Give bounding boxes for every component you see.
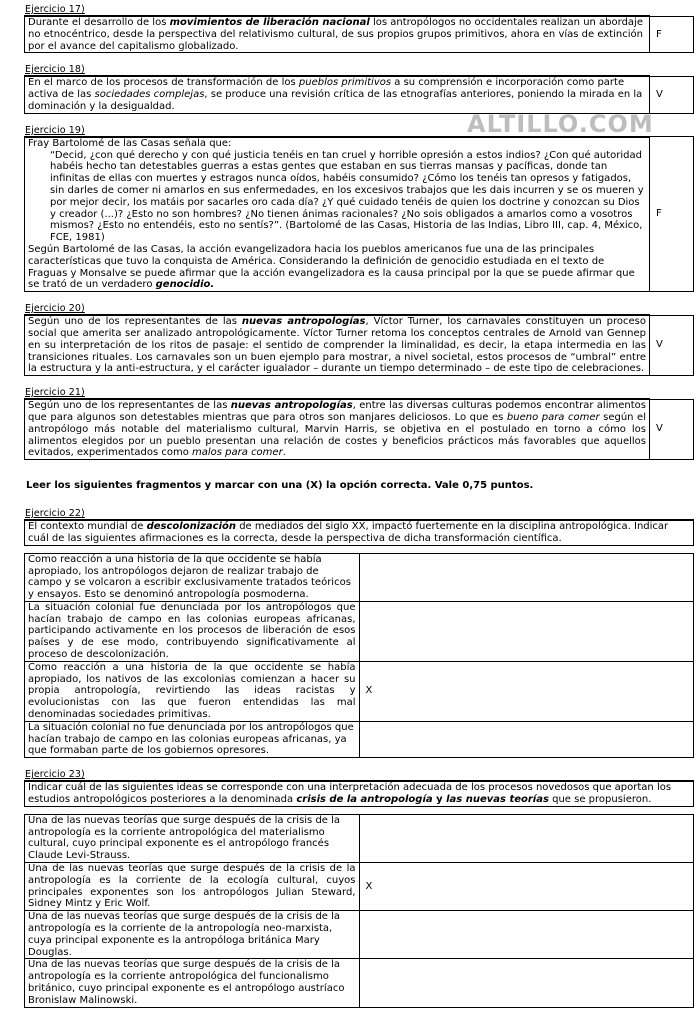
- statement-emphasis: movimientos de liberación nacional: [169, 17, 370, 28]
- statement-text: , Víctor Turner, los carnavales constituyen un proceso social que amerita ser analizado antropológicamente. Víctor Turner retoma los conceptos centrales de Arnold van Gennep en su interpretación de los ritos de pasaje: el sentido de comprender la liminalidad, es decir, la etapa intermedia en las transiciones rituales. Los carnavales son un buen ejemplo para mostrar, a nivel societal, estos procesos de “umbral” entre la estructura y la anti-estructura, y el carácter igualador – durante un tiempo determinado – de este tipo de celebraciones.: [28, 316, 646, 375]
- exercise-23: [24, 769, 694, 1007]
- answer-cell[interactable]: F: [650, 16, 694, 53]
- instruction-heading: Leer los siguientes fragmentos y marcar con una (X) la opción correcta. Vale 0,75 puntos.: [26, 480, 534, 492]
- exercise-20: [24, 303, 694, 376]
- exercise-statement: [25, 137, 650, 292]
- statement-emphasis: descolonización: [146, 521, 237, 533]
- option-mark[interactable]: [359, 814, 694, 862]
- exercise-table: [24, 398, 694, 460]
- option-text: Como reacción a una historia de la que occidente se había apropiado, los nativos de las excolonias comienzan a hacer su propia antropología, revirtiendo las ideas racistas y evolucionistas con las que fueron entendidas las mal denominadas sociedades primitivas.: [25, 661, 360, 721]
- exercise-table: [24, 75, 694, 113]
- statement-text: Durante el desarrollo de los: [28, 17, 170, 28]
- exercise-table: [24, 519, 694, 758]
- statement-text: a su comprensión e incorporación como parte activa de las: [28, 77, 625, 101]
- exercise-table: [24, 780, 694, 1007]
- exercise-18: [24, 64, 694, 113]
- option-mark[interactable]: X: [359, 863, 694, 911]
- spacer: [25, 545, 694, 553]
- statement-emphasis: genocidio.: [155, 279, 215, 291]
- exercise-21: [24, 387, 694, 460]
- option-text: Una de las nuevas teorías que surge después de la crisis de la antropología es la corriente de la antropología neo-marxista, cuya principal exponente es la antropóloga británica Mary Douglas.: [25, 911, 360, 959]
- option-mark[interactable]: X: [359, 661, 694, 721]
- statement-emphasis: nuevas antropologías: [241, 316, 366, 328]
- quote-block: “Decid, ¿con qué derecho y con qué justicia tenéis en tan cruel y horrible opresión a estos indios? ¿Con qué autoridad habéis hecho tan detestables guerras a estas gentes que estaban en sus tierras mansas y pacíficas, donde tan infinitas de ellas con muertes y estragos nunca oídos, habéis consumido? ¿Cómo los tenéis tan opresos y fatigados, sin darles de comer ni amarlos en sus enfermedades, en los excesivos trabajos que les dais incurren y se os mueren y por mejor decir, los matáis por sacarles oro cada día? ¿Y qué cuidado tenéis de quien los doctrine y conozcan su Dios y creador (...)? ¿Esto no son hombres? ¿No tienen ánimas racionales? ¿No sois obligados a amarlos como a vosotros mismos? ¿Esto no entendéis, esto no sentís?”. (Bartolomé de las Casas, Historia de las Indias, Libro III, cap. 4, México, FCE, 1981): [50, 149, 644, 244]
- exercise-statement: [25, 781, 694, 806]
- statement-text: Según uno de los representantes de las: [28, 316, 242, 328]
- statement-emphasis: nuevas antropologías: [230, 400, 353, 412]
- statement-emphasis: crisis de la antropología: [296, 794, 433, 806]
- option-text: Una de las nuevas teorías que surge después de la crisis de la antropología es la corriente de la ecología cultural, cuyos principales exponentes son los antropólogos Julian Steward, Sidney Mintz y Eric Wolf.: [25, 863, 360, 911]
- answer-cell[interactable]: F: [650, 137, 694, 292]
- exercise-title: Ejercicio 20): [25, 303, 85, 315]
- option-mark[interactable]: [359, 911, 694, 959]
- exercise-statement: [25, 520, 694, 545]
- answer-cell[interactable]: V: [650, 315, 694, 375]
- statement-text: El contexto mundial de: [28, 521, 147, 533]
- exercise-title: Ejercicio 22): [25, 508, 85, 520]
- option-mark[interactable]: [359, 601, 694, 661]
- exercise-statement: [25, 76, 650, 113]
- exercise-title: Ejercicio 21): [25, 387, 85, 399]
- statement-text: Según uno de los representantes de las: [28, 400, 231, 412]
- exercise-title: Ejercicio 18): [25, 64, 85, 76]
- statement-emphasis: malos para comer: [192, 447, 283, 459]
- statement-text: Según Bartolomé de las Casas, la acción evangelizadora hacia los pueblos americanos fue una de las principales características que tuvo la conquista de América. Considerando la definición de genocidio estudiada en el texto de Fraguas y Monsalve se puede afirmar que la acción evangelizadora es la causa principal por la que se puede afirmar que se trató de un verdadero: [28, 243, 635, 291]
- exercise-statement: [25, 315, 650, 375]
- statement-text: de mediados del siglo XX, impactó fuertemente en la disciplina antropológica. Indicar cuál de las siguientes afirmaciones es la correcta, desde la perspectiva de dicha transformación científica.: [28, 521, 669, 544]
- option-text: Una de las nuevas teorías que surge después de la crisis de la antropología es la corriente antropológica del materialismo cultural, cuyo principal exponente es el antropólogo francés Claude Levi-Strauss.: [25, 814, 360, 862]
- exam-page: [24, 0, 694, 1019]
- statement-emphasis: pueblos primitivos: [298, 77, 392, 89]
- option-text: La situación colonial no fue denunciada por los antropólogos que hacían trabajo de campo en las colonias europeas africanas, ya que formaban parte de los gobiernos opresores.: [25, 721, 360, 757]
- statement-body: [28, 244, 646, 291]
- answer-cell[interactable]: V: [650, 76, 694, 113]
- watermark: ALTILLO.COM: [467, 110, 654, 138]
- option-mark[interactable]: [359, 553, 694, 601]
- statement-text: , entre las diversas culturas podemos encontrar alimentos que para algunos son detestables mientras que para otros son manjares deliciosos. Lo que es: [28, 400, 646, 423]
- exercise-22: [24, 508, 694, 758]
- answer-cell[interactable]: V: [650, 399, 694, 459]
- statement-text: y: [432, 794, 447, 806]
- quote-intro: Fray Bartolomé de las Casas señala que:: [28, 137, 232, 149]
- statement-text: que se propusieron.: [548, 794, 652, 806]
- statement-text: , se produce una revisión crítica de las etnografías anteriores, poniendo la mirada en la dominación y la desigualdad.: [28, 89, 643, 112]
- exercise-title: Ejercicio 17): [25, 4, 85, 15]
- statement-text: En el marco de los procesos de transformación de los: [28, 77, 299, 89]
- statement-emphasis: las nuevas teorías: [446, 794, 549, 806]
- exercise-table: [24, 314, 694, 376]
- exercise-table: [24, 15, 694, 53]
- exercise-17: [24, 4, 694, 53]
- statement-text: .: [282, 447, 286, 459]
- exercise-title: Ejercicio 19): [25, 124, 85, 136]
- option-mark[interactable]: [359, 959, 694, 1007]
- statement-emphasis: bueno para comer: [506, 411, 600, 423]
- spacer: [25, 806, 694, 814]
- exercise-title: Ejercicio 23): [25, 769, 85, 781]
- option-text: La situación colonial fue denunciada por los antropólogos que hacían trabajo de campo en las colonias europeas africanas, participando activamente en los procesos de liberación de esos países y de ese modo, contribuyendo significativamente al proceso de descolonización.: [25, 601, 360, 661]
- exercise-table: [24, 136, 694, 292]
- exercise-statement: [25, 399, 650, 459]
- exercise-19: [24, 125, 694, 292]
- option-text: Una de las nuevas teorías que surge después de la crisis de la antropología es la corriente antropológica del funcionalismo británico, cuyo principal exponente es el antropólogo austríaco Bronislaw Malinowski.: [25, 959, 360, 1007]
- option-text: Como reacción a una historia de la que occidente se había apropiado, los antropólogos dejaron de realizar trabajo de campo y se volcaron a escribir exclusivamente tratados teóricos y ensayos. Esto se denominó antropología posmoderna.: [25, 553, 360, 601]
- statement-text: según el antropólogo más notable del materialismo cultural, Marvin Harris, se objetiva en el postulado en torno a cómo los alimentos elegidos por un pueblo presentan una relación de costes y beneficios prácticos más favorables que aquellos evitados, experimentados como: [28, 411, 646, 459]
- statement-emphasis: sociedades complejas: [94, 89, 205, 101]
- option-mark[interactable]: [359, 721, 694, 757]
- exercise-statement: [25, 16, 650, 53]
- statement-text: Indicar cuál de las siguientes ideas se corresponde con una interpretación adecuada de los procesos novedosos que aportan los estudios antropológicos posteriores a la denominada: [28, 782, 672, 806]
- statement-text: los antropólogos no occidentales realizan un abordaje no etnocéntrico, desde la perspectiva del relativismo cultural, de sus propios grupos primitivos, ahora en vías de extinción por el avance del capitalismo globalizado.: [28, 17, 643, 52]
